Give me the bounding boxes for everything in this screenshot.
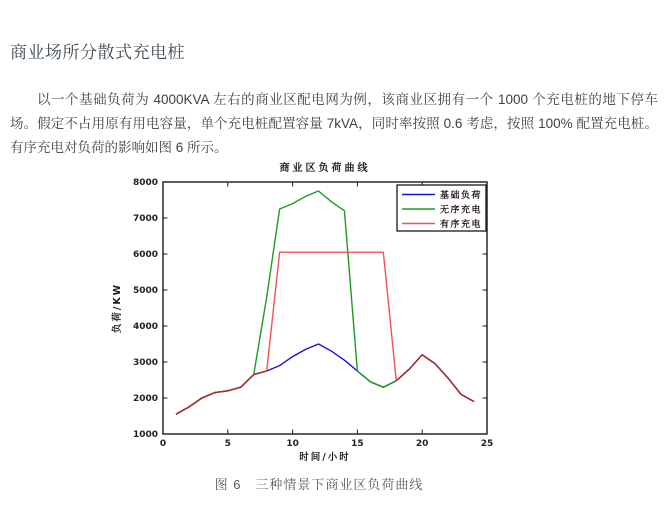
x-tick-label: 20 (415, 439, 429, 449)
legend-label-2: 有序充电 (440, 220, 483, 230)
chart-title: 商业区负荷曲线 (279, 163, 371, 174)
series-line-2 (176, 252, 474, 414)
legend-label-1: 无序充电 (440, 205, 483, 216)
y-tick-label: 8000 (132, 178, 158, 188)
x-tick-label: 0 (159, 439, 167, 449)
figure-caption: 图 6 三种情景下商业区负荷曲线 (214, 477, 424, 492)
page-title: 商业场所分散式充电桩 (10, 43, 185, 62)
y-tick-label: 4000 (132, 322, 158, 332)
y-tick-label: 2000 (132, 394, 158, 404)
overlap-segment-0 (176, 371, 267, 414)
load-chart (105, 157, 505, 472)
y-tick-label: 7000 (132, 214, 158, 224)
y-axis-label: 负荷/KW (112, 282, 123, 334)
y-tick-label: 5000 (132, 286, 158, 296)
x-tick-label: 15 (351, 439, 364, 449)
figure-6 (105, 157, 505, 493)
x-tick-label: 10 (286, 439, 299, 449)
legend-label-0: 基础负荷 (440, 191, 483, 201)
x-tick-label: 25 (480, 439, 494, 449)
series-line-0 (176, 344, 474, 414)
y-tick-label: 6000 (132, 250, 158, 260)
x-tick-label: 5 (224, 439, 231, 449)
x-axis-label: 时间/小时 (299, 452, 351, 463)
overlap-segment-1 (396, 355, 474, 402)
y-tick-label: 1000 (132, 430, 158, 440)
body-paragraph: 以一个基础负荷为 4000KVA 左右的商业区配电网为例，该商业区拥有一个 1000 个充电桩的地下停车场。假定不占用原有用电容量，单个充电桩配置容量 7kVA，同时率按照 0.6 考虑，按照 100% 配置充电桩。有序充电对负荷的影响如图 6 所示。 (10, 92, 658, 155)
y-tick-label: 3000 (132, 358, 158, 368)
